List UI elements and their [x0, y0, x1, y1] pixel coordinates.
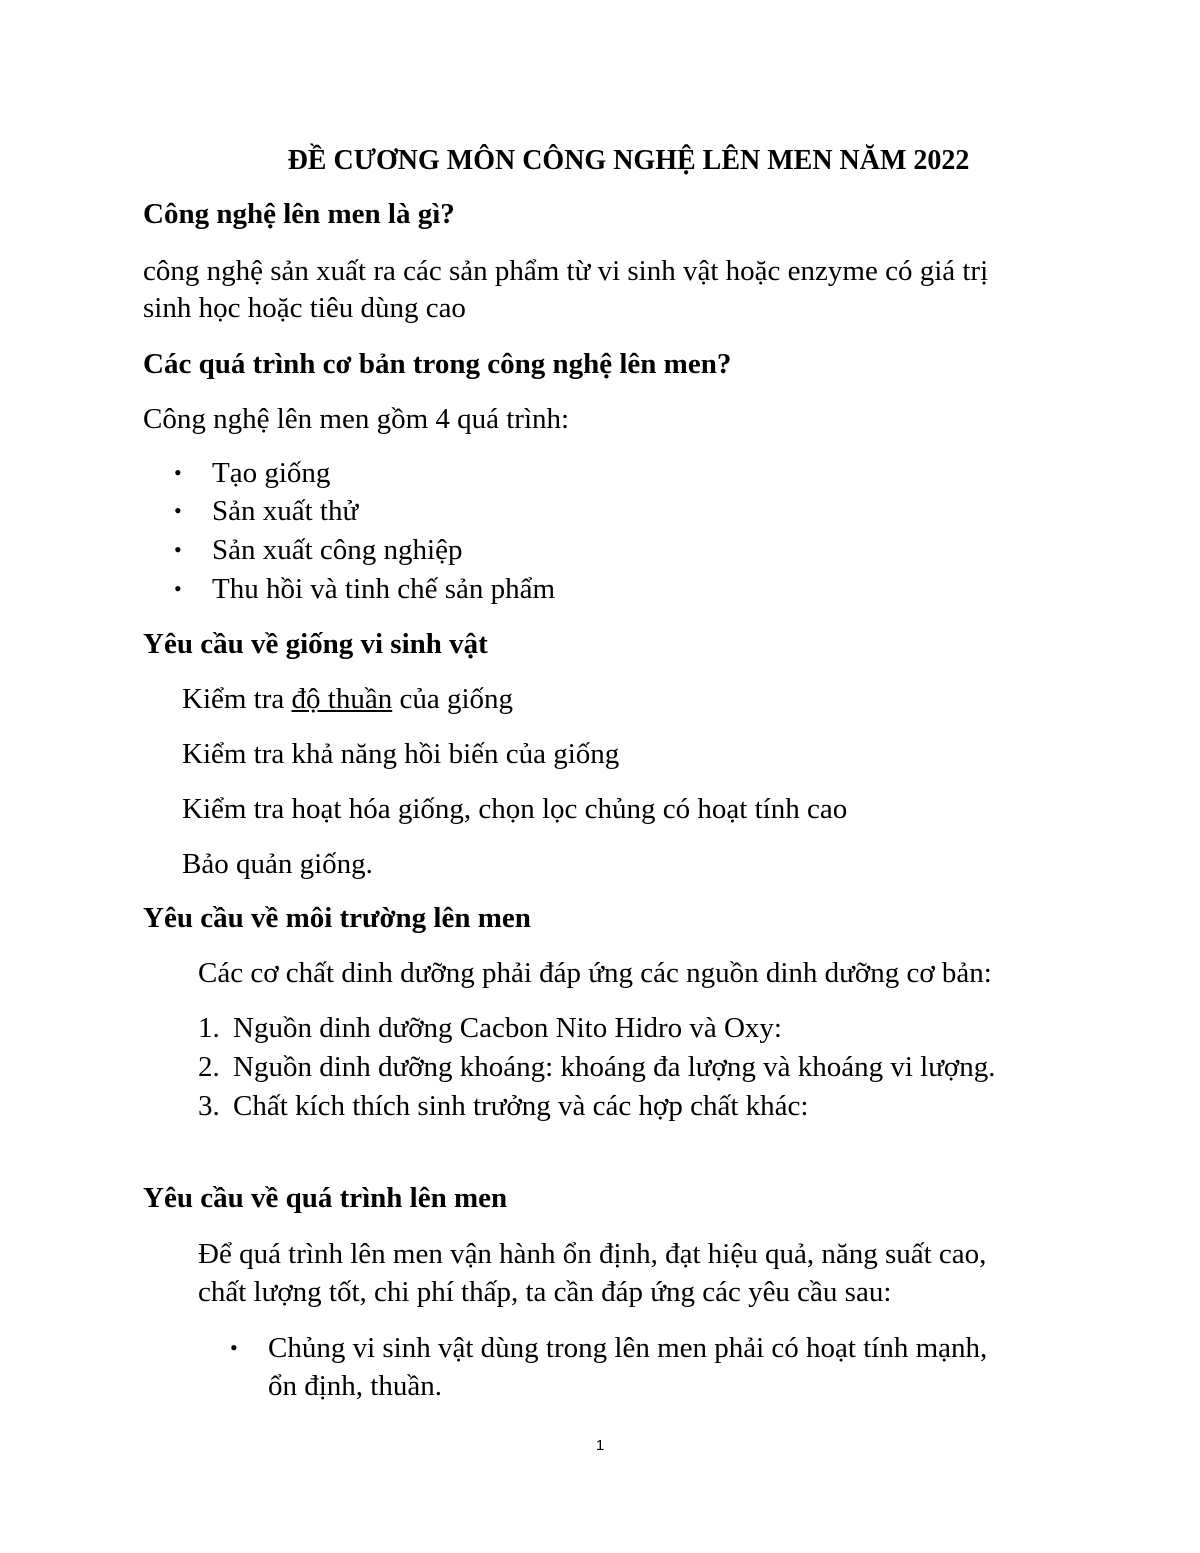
- list-item-continuation: ổn định, thuần.: [268, 1370, 442, 1402]
- paragraph-line: Để quá trình lên men vận hành ổn định, đạt hiệu quả, năng suất cao,: [198, 1238, 987, 1270]
- section-heading-medium: Yêu cầu về môi trường lên men: [143, 902, 531, 934]
- list-item: Sản xuất công nghiệp: [212, 534, 463, 566]
- paragraph-line: chất lượng tốt, chi phí thấp, ta cần đáp ứng các yêu cầu sau:: [198, 1276, 892, 1308]
- text-segment: Kiểm tra: [182, 683, 292, 715]
- list-number: 2.: [198, 1051, 220, 1083]
- text-segment: của giống: [392, 683, 514, 715]
- paragraph-line: công nghệ sản xuất ra các sản phẩm từ vi sinh vật hoặc enzyme có giá trị: [143, 255, 989, 287]
- paragraph-line: [182, 681, 513, 717]
- section-heading-definition: Công nghệ lên men là gì?: [143, 198, 455, 230]
- section-heading-processes: Các quá trình cơ bản trong công nghệ lên men?: [143, 348, 732, 380]
- page-title: ĐỀ CƯƠNG MÔN CÔNG NGHỆ LÊN MEN NĂM 2022: [287, 145, 970, 176]
- list-item: Tạo giống: [212, 457, 331, 489]
- list-number: 1.: [198, 1012, 220, 1044]
- section-heading-strain: Yêu cầu về giống vi sinh vật: [143, 628, 488, 660]
- bullet-icon: •: [230, 1335, 238, 1360]
- bullet-icon: •: [174, 498, 182, 523]
- page-number: 1: [595, 1437, 605, 1454]
- list-item: Chủng vi sinh vật dùng trong lên men phải có hoạt tính mạnh,: [268, 1332, 988, 1364]
- bullet-icon: •: [174, 576, 182, 601]
- section-heading-fermentation-process: Yêu cầu về quá trình lên men: [143, 1182, 508, 1214]
- list-item: Sản xuất thử: [212, 495, 359, 527]
- list-item: Nguồn dinh dưỡng khoáng: khoáng đa lượng và khoáng vi lượng.: [233, 1051, 996, 1083]
- paragraph-line: Bảo quản giống.: [182, 848, 373, 880]
- paragraph-line: sinh học hoặc tiêu dùng cao: [143, 292, 466, 324]
- bullet-icon: •: [174, 460, 182, 485]
- paragraph-line: Kiểm tra khả năng hồi biến của giống: [182, 738, 620, 770]
- bullet-icon: •: [174, 537, 182, 562]
- list-item: Chất kích thích sinh trưởng và các hợp chất khác:: [233, 1090, 809, 1122]
- list-number: 3.: [198, 1090, 220, 1122]
- paragraph-intro: Các cơ chất dinh dưỡng phải đáp ứng các nguồn dinh dưỡng cơ bản:: [198, 957, 992, 989]
- paragraph-intro: Công nghệ lên men gồm 4 quá trình:: [143, 403, 570, 435]
- list-item: Thu hồi và tinh chế sản phẩm: [212, 573, 556, 605]
- paragraph-line: Kiểm tra hoạt hóa giống, chọn lọc chủng có hoạt tính cao: [182, 793, 848, 825]
- list-item: Nguồn dinh dưỡng Cacbon Nito Hidro và Oxy:: [233, 1012, 782, 1044]
- underlined-term: độ thuần: [291, 683, 393, 715]
